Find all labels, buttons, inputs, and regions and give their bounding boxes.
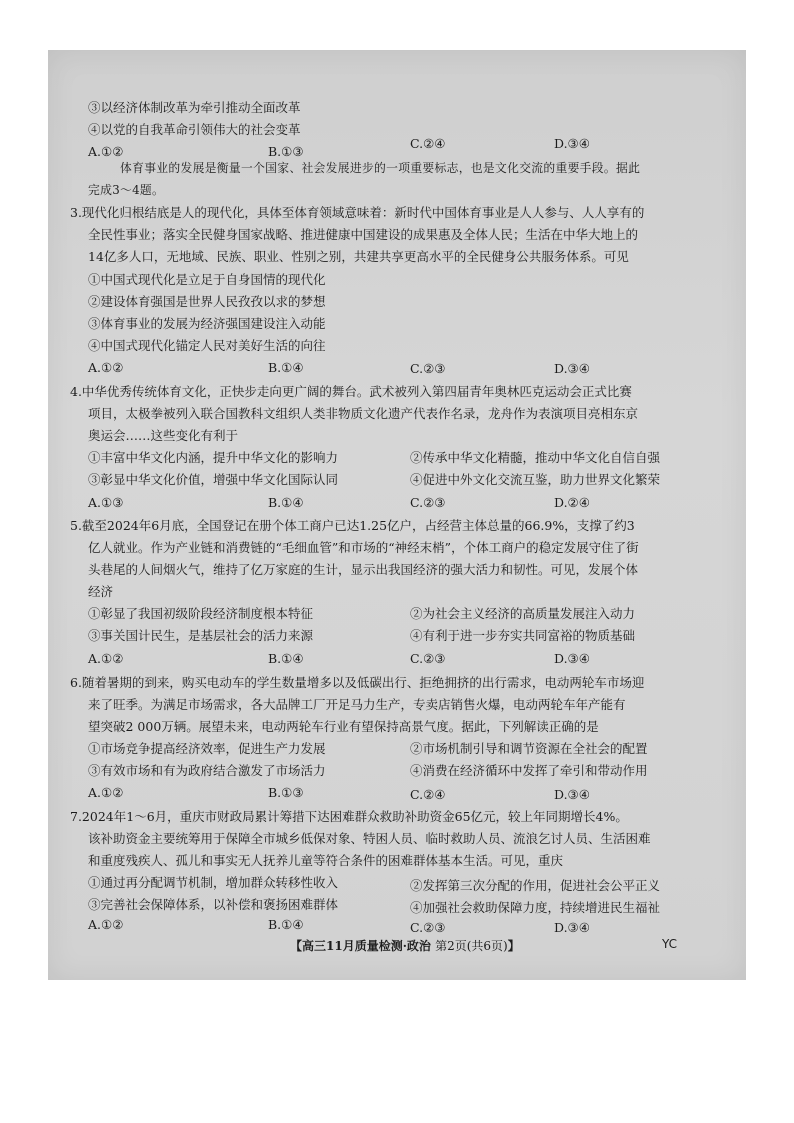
page-footer <box>290 937 520 954</box>
text-line: 亿人就业。作为产业链和消费链的“毛细血管”和市场的“神经末梢”，个体工商户的稳定发展守住了街 <box>88 540 639 555</box>
text-line: ③以经济体制改革为牵引推动全面改革 <box>88 100 301 115</box>
text-line: 7.2024年1～6月，重庆市财政局累计筹措下达困难群众救助补助资金65亿元，较上年同期增长4%。 <box>70 809 628 824</box>
answer-option: D.③④ <box>554 136 590 151</box>
answer-option: ③有效市场和有为政府结合激发了市场活力 <box>88 763 326 778</box>
text-line: ④以党的自我革命引领伟大的社会变革 <box>88 122 301 137</box>
footer-page-number: 第2页(共6页) <box>435 939 508 953</box>
text-line: 项目，太极拳被列入联合国教科文组织人类非物质文化遗产代表作名录，龙舟作为表演项目亮相东京 <box>88 406 639 421</box>
answer-option: ②市场机制引导和调节资源在全社会的配置 <box>410 741 648 756</box>
answer-option: C.②④ <box>410 136 446 151</box>
text-line: 5.截至2024年6月底，全国登记在册个体工商户已达1.25亿户，占经营主体总量的66.9%，支撑了约3 <box>70 518 635 533</box>
answer-option: A.①② <box>88 360 124 375</box>
footer-right-bracket: 】 <box>507 939 520 953</box>
footer-left-bracket: 【 <box>290 939 303 953</box>
text-line: 该补助资金主要统筹用于保障全市城乡低保对象、特困人员、临时救助人员、流浪乞讨人员、生活困难 <box>88 831 651 846</box>
answer-option: C.②④ <box>410 787 446 802</box>
answer-option: C.②③ <box>410 920 446 935</box>
answer-option: ④促进中外文化交流互鉴，助力世界文化繁荣 <box>410 472 661 487</box>
answer-option: C.②③ <box>410 361 446 376</box>
text-line: 望突破2 000万辆。展望未来，电动两轮车行业有望保持高景气度。据此，下列解读正确的是 <box>88 719 599 734</box>
answer-option: ④加强社会救助保障力度，持续增进民生福祉 <box>410 900 661 915</box>
footer-code: YC <box>662 937 678 951</box>
answer-option: B.①③ <box>268 785 304 800</box>
answer-option: D.②④ <box>554 495 590 510</box>
answer-option: ①丰富中华文化内涵，提升中华文化的影响力 <box>88 450 339 465</box>
answer-option: ①市场竞争提高经济效率，促进生产力发展 <box>88 741 326 756</box>
answer-option: C.②③ <box>410 495 446 510</box>
answer-option: D.③④ <box>554 787 590 802</box>
answer-option: D.③④ <box>554 920 590 935</box>
answer-option: D.③④ <box>554 361 590 376</box>
text-line: 6.随着暑期的到来，购买电动车的学生数量增多以及低碳出行、拒绝拥挤的出行需求，电动两轮车市场迎 <box>70 675 645 690</box>
answer-option: A.①② <box>88 785 124 800</box>
answer-option: B.①④ <box>268 495 304 510</box>
text-line: 14亿多人口，无地域、民族、职业、性别之别，共建共享更高水平的全民健身公共服务体系。可见 <box>88 249 629 264</box>
text-line: 4.中华优秀传统体育文化，正快步走向更广阔的舞台。武术被列入第四届青年奥林匹克运动会正式比赛 <box>70 384 632 399</box>
answer-option: B.①③ <box>268 144 304 159</box>
answer-option: ②发挥第三次分配的作用，促进社会公平正义 <box>410 878 661 893</box>
answer-option: D.③④ <box>554 651 590 666</box>
answer-option: ④消费在经济循环中发挥了牵引和带动作用 <box>410 763 648 778</box>
text-line: 全民性事业；落实全民健身国家战略、推进健康中国建设的成果惠及全体人民；生活在中华大地上的 <box>88 227 639 242</box>
answer-option: C.②③ <box>410 651 446 666</box>
answer-option: A.①③ <box>88 495 124 510</box>
exam-page <box>48 50 746 980</box>
text-line: 头巷尾的人间烟火气，维持了亿万家庭的生计，显示出我国经济的强大活力和韧性。可见，发展个体 <box>88 562 639 577</box>
answer-option: A.①② <box>88 917 124 932</box>
text-line: ①中国式现代化是立足于自身国情的现代化 <box>88 272 326 287</box>
answer-option: ③彰显中华文化价值，增强中华文化国际认同 <box>88 472 339 487</box>
answer-option: ③完善社会保障体系，以补偿和褒扬困难群体 <box>88 897 339 912</box>
answer-option: ②传承中华文化精髓，推动中华文化自信自强 <box>410 450 661 465</box>
text-line: 经济 <box>88 584 114 599</box>
answer-option: B.①④ <box>268 360 304 375</box>
answer-option: A.①② <box>88 651 124 666</box>
answer-option: ①彰显了我国初级阶段经济制度根本特征 <box>88 606 314 621</box>
text-line: 体育事业的发展是衡量一个国家、社会发展进步的一项重要标志，也是文化交流的重要手段。据此 <box>120 161 641 175</box>
text-line: ②建设体育强国是世界人民孜孜以求的梦想 <box>88 294 326 309</box>
text-line: ④中国式现代化锚定人民对美好生活的向往 <box>88 338 326 353</box>
text-line: 奥运会……这些变化有利于 <box>88 428 239 443</box>
answer-option: B.①④ <box>268 651 304 666</box>
text-line: 和重度残疾人、孤儿和事实无人抚养儿童等符合条件的困难群体基本生活。可见，重庆 <box>88 853 564 868</box>
footer-title: 高三11月质量检测·政治 <box>302 939 431 953</box>
text-line: ③体育事业的发展为经济强国建设注入动能 <box>88 316 326 331</box>
answer-option: A.①② <box>88 144 124 159</box>
answer-option: B.①④ <box>268 917 304 932</box>
text-line: 完成3～4题。 <box>88 183 165 197</box>
answer-option: ④有利于进一步夯实共同富裕的物质基础 <box>410 628 636 643</box>
answer-option: ③事关国计民生，是基层社会的活力来源 <box>88 628 314 643</box>
answer-option: ①通过再分配调节机制，增加群众转移性收入 <box>88 875 339 890</box>
answer-option: ②为社会主义经济的高质量发展注入动力 <box>410 606 636 621</box>
text-line: 来了旺季。为满足市场需求，各大品牌工厂开足马力生产，专卖店销售火爆，电动两轮车年产能有 <box>88 697 626 712</box>
text-line: 3.现代化归根结底是人的现代化，具体至体育领域意味着：新时代中国体育事业是人人参与、人人享有的 <box>70 205 645 220</box>
